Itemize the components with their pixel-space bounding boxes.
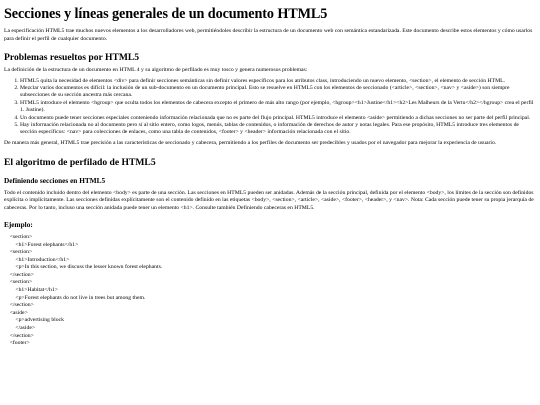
problems-closing: De manera más general, HTML5 trae precisión a las características de seccionado y cabecera, permitiendo a los perfiles de documento ser predecibles y usados por el navegador para mejorar la experiencia de usuario. (4, 139, 497, 146)
problems-lead: La definición de la estructura de un documento en HTML 4 y su algoritmo de perfilado es muy tosco y genera numerosos problemas: (4, 67, 308, 74)
list-item: 5. Hay información relacionada no al documento pero sí al sitio entero, como logos, menús, tablas de contenidos, o información de derechos de autor y notas legales. Para ese propósito, HTML5 introduce tres elementos de sección específicos: <nav> para colecciones de enlaces, como una tabla de contenidos, <footer> y <header> información relacionada con el sitio. (20, 122, 536, 137)
list-item: 3. HTML5 introduce el elemento <hgroup> que oculta todos los elementos de cabecera excepto el primero de más alto rango (por ejemplo, <hgroup><h1>Justine</h1><h2>Les Malheurs de la Vertu</h2></hgroup> crea el perfil 1. Justine). (20, 100, 536, 115)
code-example: <section> <h1>Forest elephants</h1> <section> <h1>Introduction</h1> <p>In this section, we discuss the lesser known forest elephants. </section> <section> <h1>Habitat</h1> <p>Forest elephants do not live in trees but among them. </section> <aside> <p>advertising block </aside> </section> <footer> (9, 233, 163, 347)
section-heading-problems: Problemas resueltos por HTML5 (4, 52, 140, 64)
subheading-defining-sections: Definiendo secciones en HTML5 (4, 176, 106, 186)
intro-paragraph: La especificación HTML5 trae muchos nuevos elementos a los desarrolladores web, permitiéndoles describir la estructura de un documento web con semántica estandarizada. Este documento describe estos elementos y cómo usarlos para definir el perfil de cualquier documento. (4, 28, 533, 42)
list-item: 2. Mezclar varios documentos es difícil: la inclusión de un sub-documento en un documento principal. Esto se resuelve en HTML5 con los elementos de seccionado (<article>, <section>, <nav> y <aside>) son siempre subsecciones de su sección ancestra más cercana. (20, 85, 536, 100)
page-title: Secciones y líneas generales de un documento HTML5 (4, 6, 328, 22)
section-heading-algorithm: El algoritmo de perfilado de HTML5 (4, 157, 156, 169)
list-item: 1. HTML5 quita la necesidad de elementos <div> para definir secciones semánticas sin definir valores específicos para los atributos class, introduciendo un nuevo elemento, <section>, el elemento de sección HTML. (20, 78, 536, 85)
list-item: 4. Un documento puede tener secciones especiales conteniendo información relacionada que no es parte del flujo principal. HTML5 introduce el elemento <aside> permitiendo a dichas secciones no ser parte del perfil principal. (20, 115, 536, 122)
subheading-example: Ejemplo: (4, 220, 33, 230)
problems-list (4, 78, 536, 137)
defining-sections-text: Todo el contenido incluido dentro del elemento <body> es parte de una sección. Las secciones en HTML5 pueden ser anidadas. Además de la sección principal, definida por el elemento <body>, los límites de la sección son definidos explícita o implícitamente. Las secciones definidas explícitamente son el contenido definido en las etiquetas <body>, <section>, <article>, <aside>, <footer>, <header>, y <nav>. Nota: Cada sección puede tener su propia jerarquía de cabeceras. Por lo tanto, incluso una sección anidada puede tener un elemento <h1>. Consulte también Definiendo cabeceras en HTML5. (4, 190, 534, 211)
